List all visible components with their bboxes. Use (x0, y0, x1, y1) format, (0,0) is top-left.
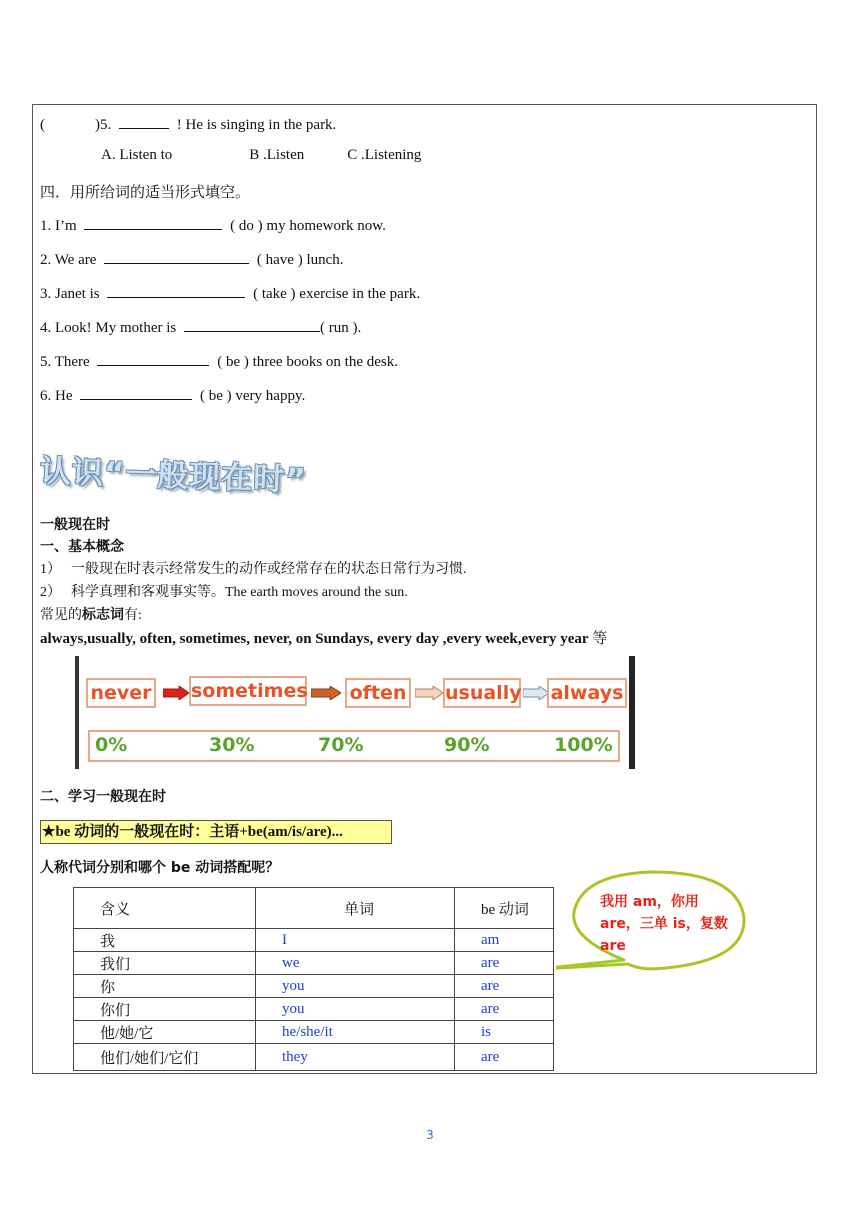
point-2-text: 科学真理和客观事实等。The earth moves around the sun. (71, 585, 408, 600)
fill-1-blank[interactable] (84, 215, 222, 230)
fill-1-prefix: 1. I’m (40, 218, 77, 234)
fill-4-blank[interactable] (184, 317, 320, 332)
question-5 (40, 114, 336, 134)
cell-be: are (455, 1044, 554, 1071)
be-verb-table (73, 887, 554, 1071)
pronoun-question: 人称代词分别和哪个 be 动词搭配呢？ (40, 860, 280, 876)
q5-options (101, 147, 421, 164)
percent-box (88, 730, 620, 762)
cell-meaning: 他/她/它 (74, 1021, 256, 1044)
word-sometimes: sometimes (189, 676, 307, 706)
arrow-right-icon (311, 686, 341, 700)
percent-90: 90% (444, 734, 490, 756)
frequency-scale (75, 656, 635, 769)
fill-3-blank[interactable] (107, 283, 245, 298)
q5-blank[interactable] (119, 114, 169, 129)
cell-be: am (455, 929, 554, 952)
cell-word: you (256, 998, 455, 1021)
word-usually: usually (443, 678, 521, 708)
arrow-right-icon (523, 686, 549, 700)
signal-words-line (40, 627, 607, 648)
col-be-header: be 动词 (455, 888, 554, 929)
fill-5-prefix: 5. There (40, 354, 90, 370)
cell-meaning: 他们/她们/它们 (74, 1044, 256, 1071)
fill-line-6 (40, 385, 305, 405)
q5-text: ! He is singing in the park. (176, 117, 337, 133)
fill-4-suffix: ( run ). (320, 320, 362, 336)
cell-meaning: 你 (74, 975, 256, 998)
arrow-right-icon (415, 686, 443, 700)
table-row (74, 1044, 554, 1071)
q5-number: )5. (95, 117, 112, 133)
table-row (74, 975, 554, 998)
fill-5-blank[interactable] (97, 351, 209, 366)
fill-1-suffix: ( do ) my homework now. (230, 218, 386, 234)
fill-line-5 (40, 351, 398, 371)
fill-6-suffix: ( be ) very happy. (200, 388, 306, 404)
cell-meaning: 你们 (74, 998, 256, 1021)
fill-4-prefix: 4. Look! My mother is (40, 320, 177, 336)
table-row (74, 998, 554, 1021)
percent-70: 70% (318, 734, 364, 756)
fill-2-suffix: ( have ) lunch. (256, 252, 344, 268)
fill-3-suffix: ( take ) exercise in the park. (253, 286, 421, 302)
fill-6-blank[interactable] (80, 385, 192, 400)
point-1 (40, 558, 467, 578)
percent-0: 0% (95, 734, 128, 756)
cell-word: they (256, 1044, 455, 1071)
col-word-header: 单词 (256, 888, 455, 929)
point-2 (40, 581, 408, 601)
heading: 一般现在时 (40, 517, 110, 533)
word-never: never (86, 678, 156, 708)
signal-words-intro (40, 604, 142, 624)
signal-intro-bold: 标志词 (82, 608, 124, 623)
percent-30: 30% (209, 734, 255, 756)
cell-word: we (256, 952, 455, 975)
point-1-text: 一般现在时表示经常发生的动作或经常存在的状态日常行为习惯. (71, 562, 467, 577)
cell-meaning: 我 (74, 929, 256, 952)
fill-5-suffix: ( be ) three books on the desk. (217, 354, 398, 370)
cell-meaning: 我们 (74, 952, 256, 975)
word-always: always (547, 678, 627, 708)
fill-2-prefix: 2. We are (40, 252, 97, 268)
option-c: C .Listening (347, 147, 422, 163)
fill-line-1 (40, 215, 386, 235)
signal-intro-pre: 常见的 (40, 608, 82, 623)
fill-line-4 (40, 317, 361, 337)
cell-word: I (256, 929, 455, 952)
table-row (74, 1021, 554, 1044)
cell-be: are (455, 975, 554, 998)
percent-100: 100% (554, 734, 613, 756)
signal-suffix: 等 (592, 631, 608, 647)
wordart-title: 认识“一般现在时” (39, 453, 308, 499)
fill-6-prefix: 6. He (40, 388, 73, 404)
point-1-num: 1） (40, 562, 61, 577)
table-row (74, 929, 554, 952)
scale-right-bar (629, 656, 635, 769)
signal-intro-post: 有: (124, 608, 142, 623)
point-2-num: 2） (40, 585, 61, 600)
option-b: B .Listen (249, 147, 305, 163)
scale-left-bar (75, 656, 79, 769)
cell-be: is (455, 1021, 554, 1044)
word-often: often (345, 678, 411, 708)
cell-word: he/she/it (256, 1021, 455, 1044)
option-a: A. Listen to (101, 147, 173, 163)
q5-paren-open: ( (40, 117, 45, 133)
cell-be: are (455, 998, 554, 1021)
cell-word: you (256, 975, 455, 998)
table-row (74, 952, 554, 975)
signal-words: always,usually, often, sometimes, never, on Sundays, every day ,every week,every year (40, 631, 589, 647)
basic-concept-title: 一、基本概念 (40, 539, 124, 555)
fill-3-prefix: 3. Janet is (40, 286, 100, 302)
cell-be: are (455, 952, 554, 975)
be-rule-highlight: ★be 动词的一般现在时：主语+be(am/is/are)... (40, 820, 392, 844)
section-4-title: 四．用所给词的适当形式填空。 (40, 185, 251, 201)
page-number: 3 (426, 1128, 434, 1142)
speech-bubble-text: 我用 am，你用 are，三单 is，复数 are (600, 894, 728, 954)
col-meaning-header: 含义 (74, 888, 256, 929)
fill-2-blank[interactable] (104, 249, 249, 264)
arrow-right-icon (163, 686, 189, 700)
table-header-row (74, 888, 554, 929)
fill-line-3 (40, 283, 420, 303)
learn-title: 二、学习一般现在时 (40, 789, 166, 805)
fill-line-2 (40, 249, 344, 269)
